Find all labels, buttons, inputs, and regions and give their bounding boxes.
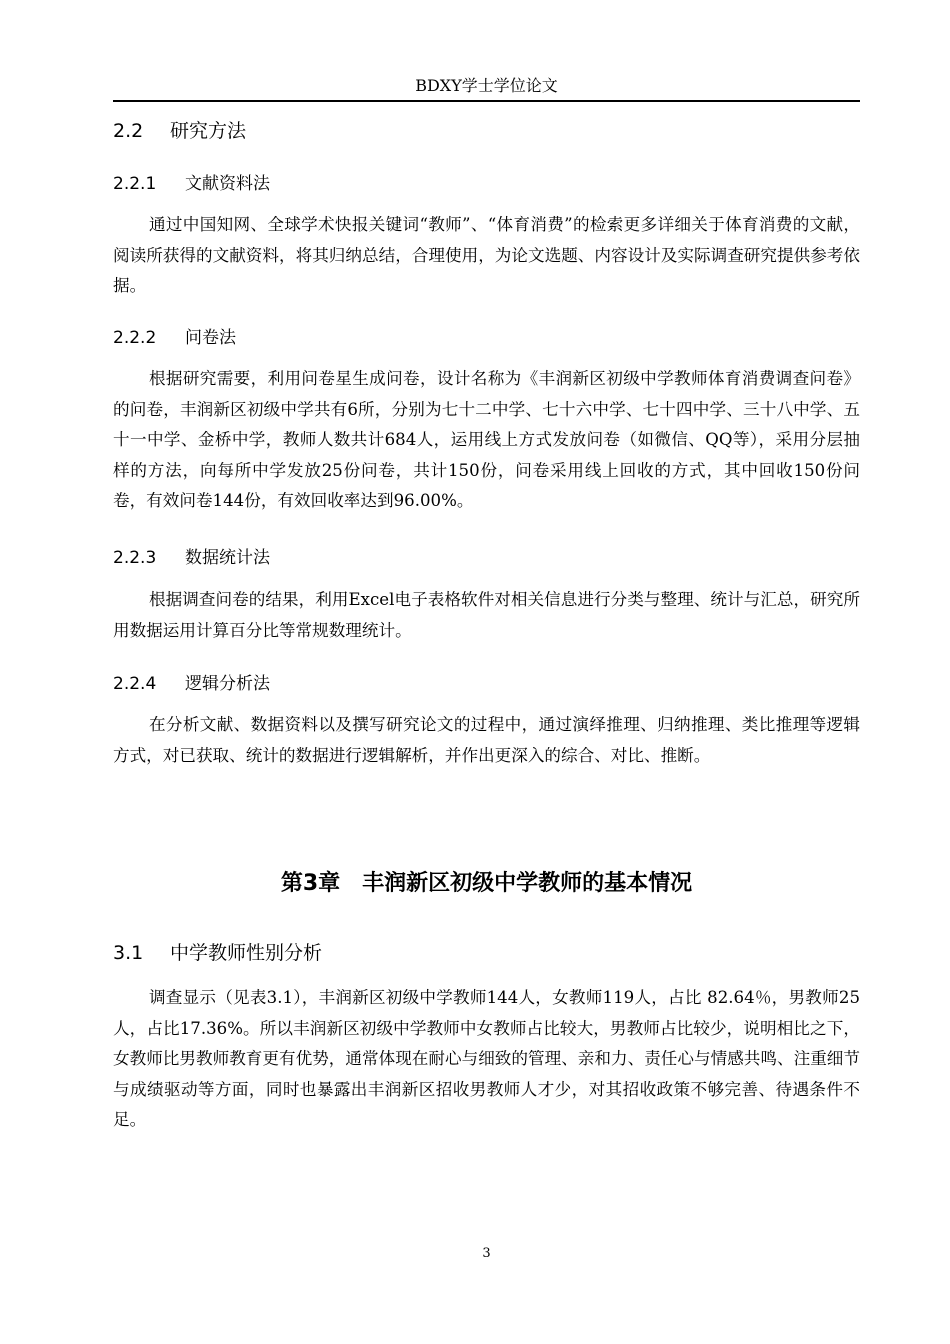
section-2-2-1-heading <box>113 172 270 196</box>
section-number: 2.2.3 <box>113 548 157 568</box>
section-2-2-3-paragraph: 根据调查问卷的结果，利用Excel电子表格软件对相关信息进行分类与整理、统计与汇总，研究所用数据运用计算百分比等常规数理统计。 <box>113 590 860 640</box>
section-number: 3.1 <box>113 942 144 964</box>
section-2-2-heading <box>113 118 246 144</box>
section-2-2-1-paragraph: 通过中国知网、全球学术快报关键词“教师”、“体育消费”的检索更多详细关于体育消费的文献，阅读所获得的文献资料，将其归纳总结，合理使用，为论文选题、内容设计及实际调查研究提供参考依据。 <box>113 215 860 295</box>
section-number: 2.2.2 <box>113 328 157 348</box>
page-header-title: BDXY学士学位论文 <box>415 76 558 95</box>
section-2-2-2-heading <box>113 326 236 350</box>
section-title: 文献资料法 <box>185 174 270 194</box>
chapter-title: 丰润新区初级中学教师的基本情况 <box>362 871 693 896</box>
section-title: 问卷法 <box>185 328 236 348</box>
section-number: 2.2 <box>113 120 144 142</box>
section-title: 中学教师性别分析 <box>170 942 323 964</box>
chapter-label: 第3章 <box>280 871 341 896</box>
chapter-3-heading <box>113 869 860 899</box>
section-2-2-4-paragraph: 在分析文献、数据资料以及撰写研究论文的过程中，通过演绎推理、归纳推理、类比推理等逻辑方式，对已获取、统计的数据进行逻辑解析，并作出更深入的综合、对比、推断。 <box>113 715 860 765</box>
header-rule <box>113 100 860 102</box>
section-title: 研究方法 <box>170 120 247 142</box>
page-number: 3 <box>482 1246 491 1261</box>
section-number: 2.2.1 <box>113 174 157 194</box>
section-3-1-heading <box>113 940 322 966</box>
section-2-2-3-heading <box>113 546 270 570</box>
section-title: 逻辑分析法 <box>185 674 270 694</box>
section-2-2-4-heading <box>113 672 270 696</box>
section-number: 2.2.4 <box>113 674 157 694</box>
section-3-1-paragraph: 调查显示（见表3.1），丰润新区初级中学教师144人，女教师119人，占比 82.64％，男教师25人，占比17.36%。所以丰润新区初级中学教师中女教师占比较大，男教师占比较少，说明相比之下，女教师比男教师教育更有优势，通常体现在耐心与细致的管理、亲和力、责任心与情感共鸣、注重细节与成绩驱动等方面，同时也暴露出丰润新区招收男教师人才少，对其招收政策不够完善、待遇条件不足。 <box>113 988 860 1129</box>
section-2-2-2-paragraph: 根据研究需要，利用问卷星生成问卷，设计名称为《丰润新区初级中学教师体育消费调查问卷》的问卷，丰润新区初级中学共有6所，分别为七十二中学、七十六中学、七十四中学、三十八中学、五十一中学、金桥中学，教师人数共计684人，运用线上方式发放问卷（如微信、QQ等），采用分层抽样的方法，向每所中学发放25份问卷，共计150份，问卷采用线上回收的方式，其中回收150份问卷，有效问卷144份，有效回收率达到96.00%。 <box>113 369 860 510</box>
section-title: 数据统计法 <box>185 548 270 568</box>
